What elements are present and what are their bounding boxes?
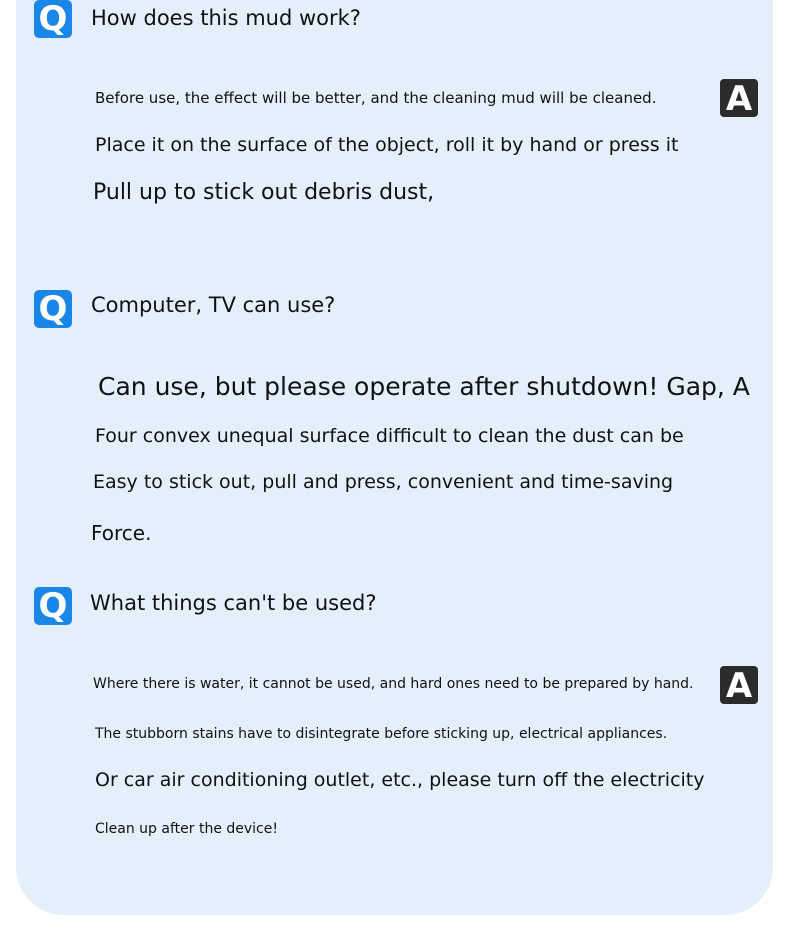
answer-1-line-2: Place it on the surface of the object, roll it by hand or press it xyxy=(95,134,679,156)
question-badge-icon: Q xyxy=(34,290,72,328)
answer-2-line-3: Easy to stick out, pull and press, convenient and time-saving xyxy=(93,471,674,493)
question-1: How does this mud work? xyxy=(91,6,361,30)
answer-1-line-1: Before use, the effect will be better, and the cleaning mud will be cleaned. xyxy=(95,89,657,107)
answer-1-line-3: Pull up to stick out debris dust, xyxy=(93,180,435,205)
answer-3-line-3: Or car air conditioning outlet, etc., please turn off the electricity xyxy=(95,769,705,791)
question-3: What things can't be used? xyxy=(90,591,377,615)
answer-2-line-1: Can use, but please operate after shutdown! Gap, A xyxy=(98,372,750,401)
answer-badge-icon: A xyxy=(720,79,758,117)
answer-2-line-4: Force. xyxy=(91,521,152,545)
answer-2-line-2: Four convex unequal surface difficult to clean the dust can be xyxy=(95,425,684,447)
answer-3-line-4: Clean up after the device! xyxy=(95,821,278,837)
answer-badge-icon: A xyxy=(720,666,758,704)
question-badge-icon: Q xyxy=(34,587,72,625)
question-badge-icon: Q xyxy=(34,0,72,38)
question-2: Computer, TV can use? xyxy=(91,293,336,317)
answer-3-line-2: The stubborn stains have to disintegrate before sticking up, electrical appliances. xyxy=(95,726,668,742)
answer-3-line-1: Where there is water, it cannot be used, and hard ones need to be prepared by hand. xyxy=(93,676,694,692)
